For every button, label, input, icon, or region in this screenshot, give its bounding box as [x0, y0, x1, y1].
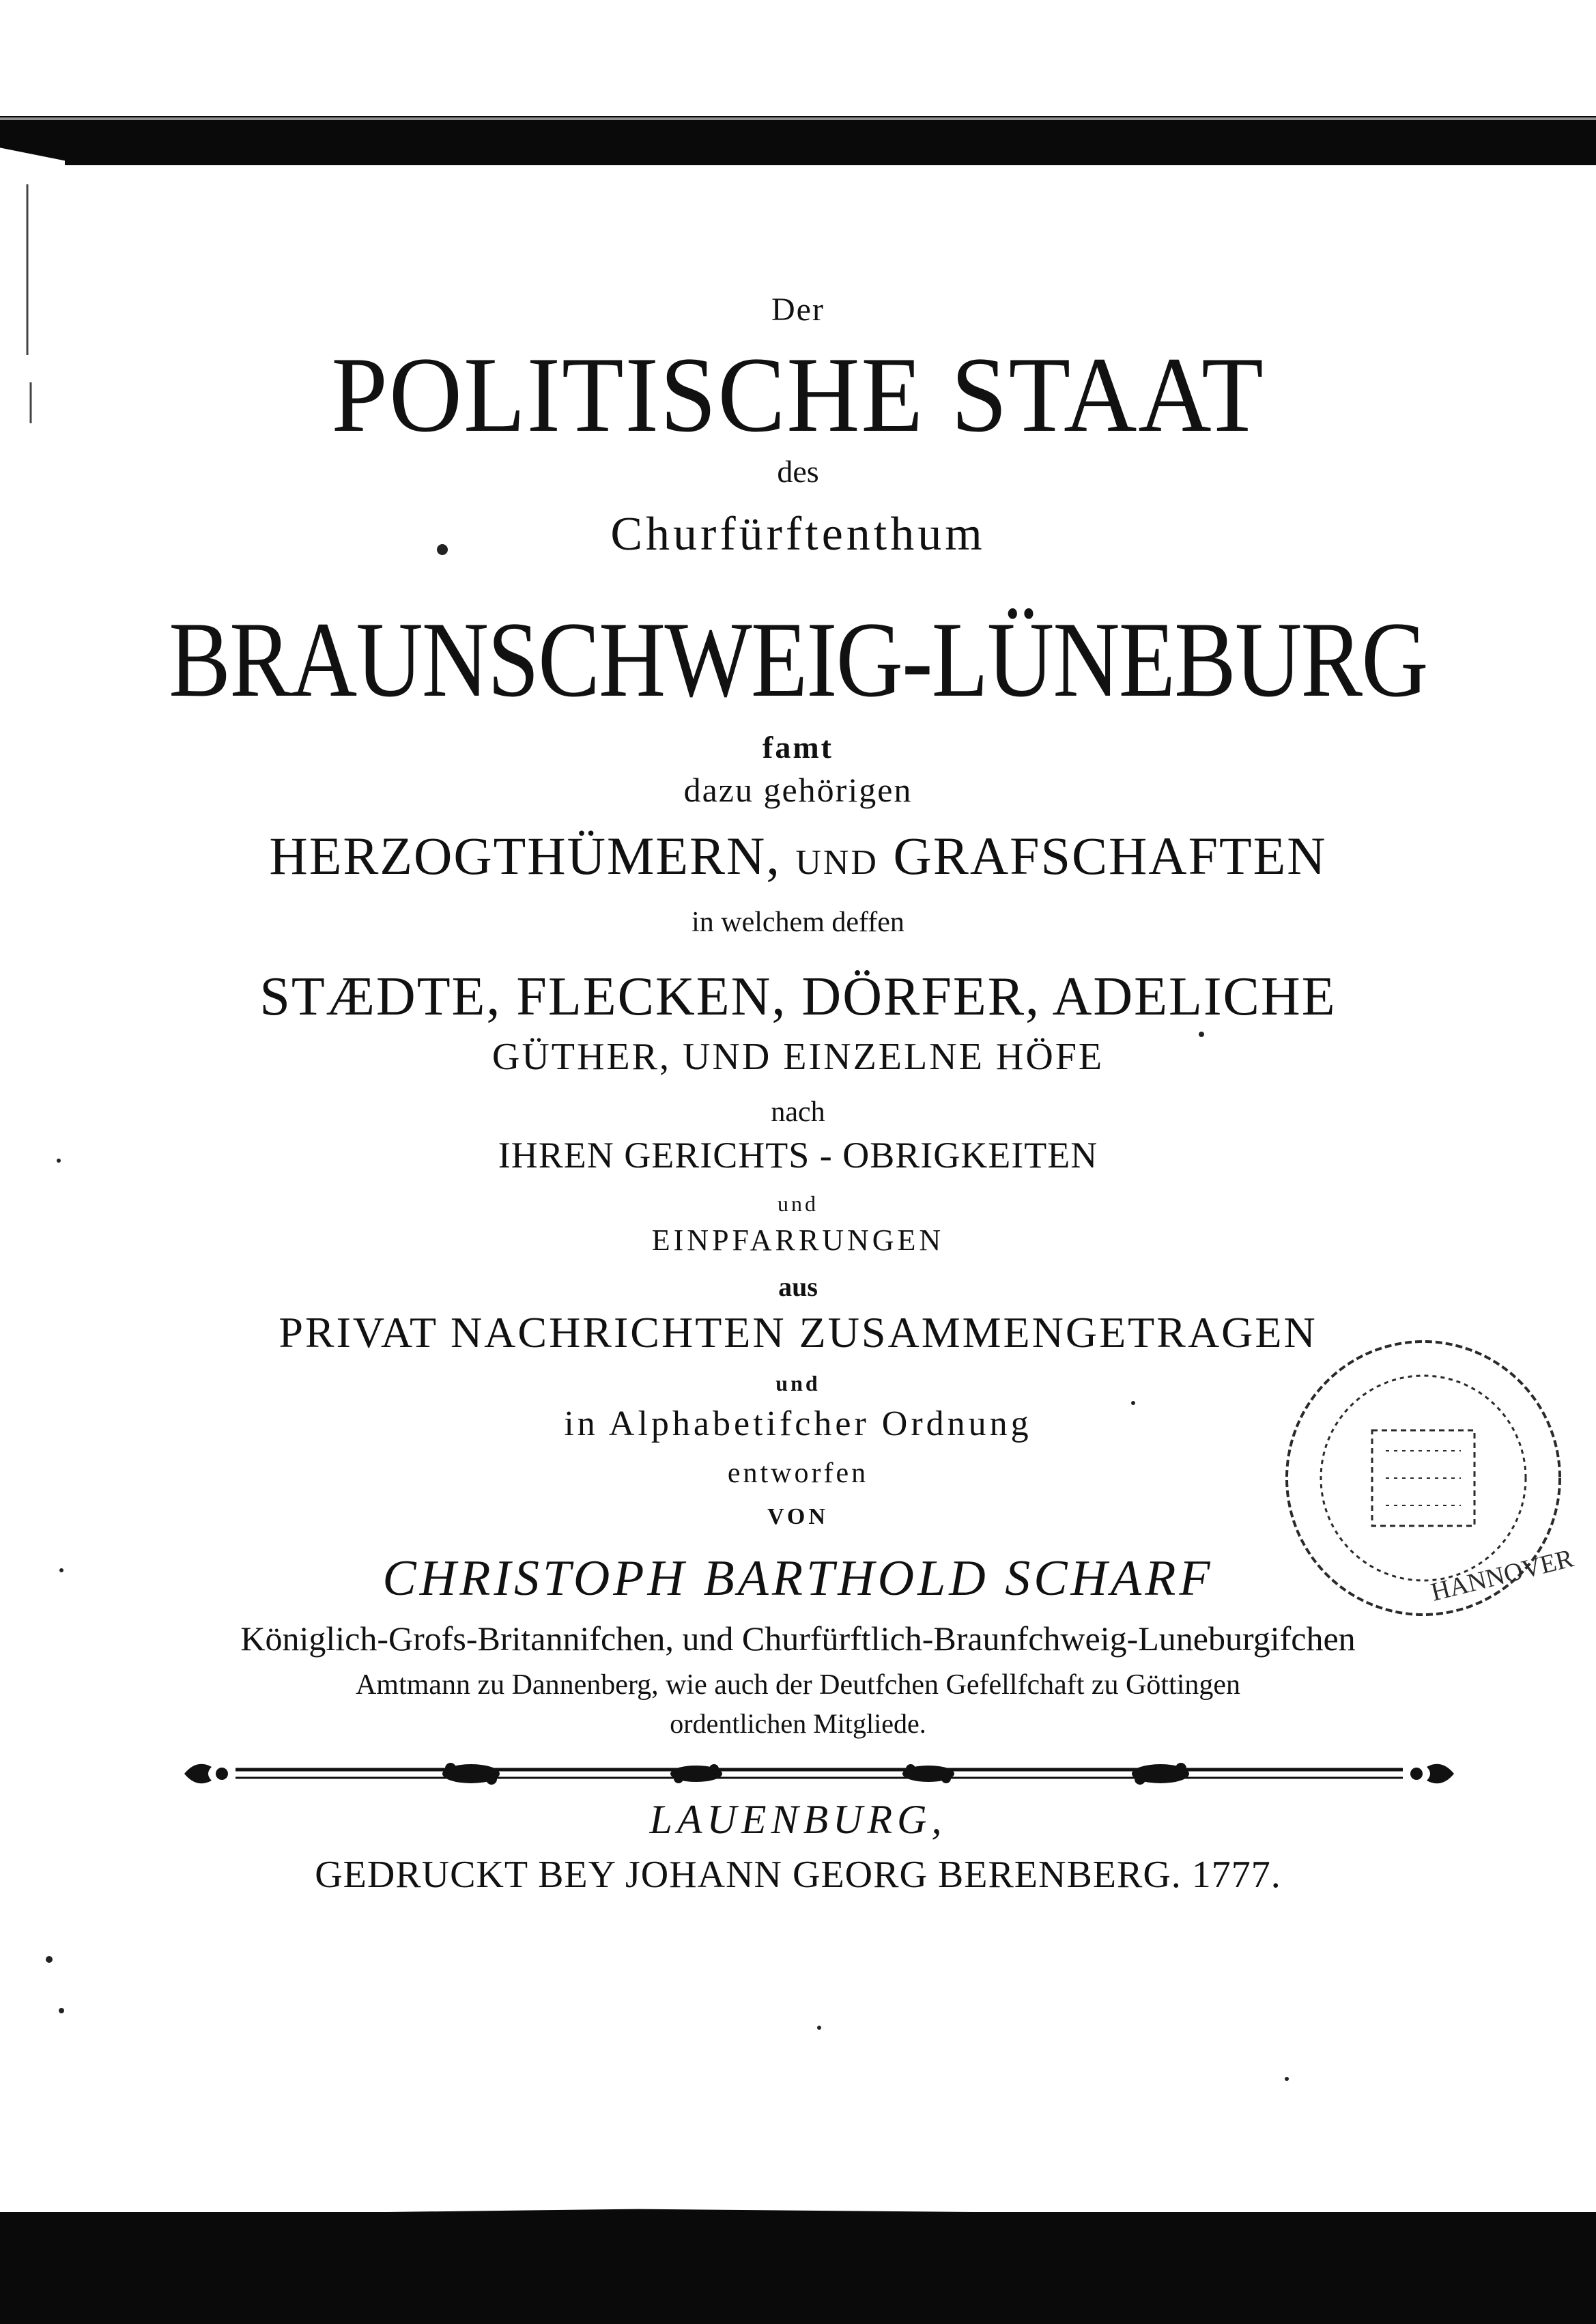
line-und-1: und — [778, 1191, 818, 1216]
line-einpfarrungen: EINPFARRUNGEN — [651, 1223, 945, 1257]
line-samt: famt — [763, 730, 833, 765]
line-des: des — [777, 454, 819, 489]
line-und-2: und — [775, 1371, 821, 1395]
line-entworfen: entworfen — [727, 1458, 869, 1489]
line-welchem: in welchem deffen — [692, 907, 904, 938]
grafschaften-text: GRAFSCHAFTEN — [893, 826, 1327, 885]
author-title-1: Königlich-Grofs-Britannifchen, und Churfürftlich-Braunfchweig-Luneburgifchen — [240, 1619, 1356, 1658]
line-dazu: dazu gehörigen — [683, 771, 913, 809]
author-title-3: ordentlichen Mitgliede. — [670, 1708, 926, 1739]
line-guether: GÜTHER, UND EINZELNE HÖFE — [491, 1036, 1105, 1078]
line-alphabetisch: in Alphabetifcher Ordnung — [564, 1404, 1032, 1443]
line-staedte: STÆDTE, FLECKEN, DÖRFER, ADELICHE — [259, 967, 1337, 1027]
author-title-2: Amtmann zu Dannenberg, wie auch der Deutfchen Gefellfchaft zu Göttingen — [355, 1669, 1241, 1701]
line-churfuerstenthum: Churfürftenthum — [610, 508, 986, 561]
line-nach: nach — [771, 1096, 825, 1128]
line-der: Der — [771, 292, 825, 328]
line-privat: PRIVAT NACHRICHTEN ZUSAMMENGETRAGEN — [279, 1308, 1317, 1357]
author-name: CHRISTOPH BARTHOLD SCHARF — [382, 1550, 1214, 1606]
stamp-text: HANNOVER — [1428, 1544, 1577, 1607]
line-aus: aus — [778, 1271, 818, 1302]
herzogthuemern-und: UND — [795, 843, 879, 882]
herzogthuemern-text: HERZOGTHÜMERN, — [269, 826, 781, 885]
imprint-place: LAUENBURG, — [649, 1797, 947, 1842]
territory-title: BRAUNSCHWEIG-LÜNEBURG — [169, 600, 1427, 720]
main-title: POLITISCHE STAAT — [331, 335, 1265, 455]
line-von: VON — [767, 1504, 829, 1529]
line-gerichts: IHREN GERICHTS - OBRIGKEITEN — [498, 1135, 1098, 1176]
imprint-printer: GEDRUCKT BEY JOHANN GEORG BERENBERG. 1777. — [315, 1854, 1281, 1896]
